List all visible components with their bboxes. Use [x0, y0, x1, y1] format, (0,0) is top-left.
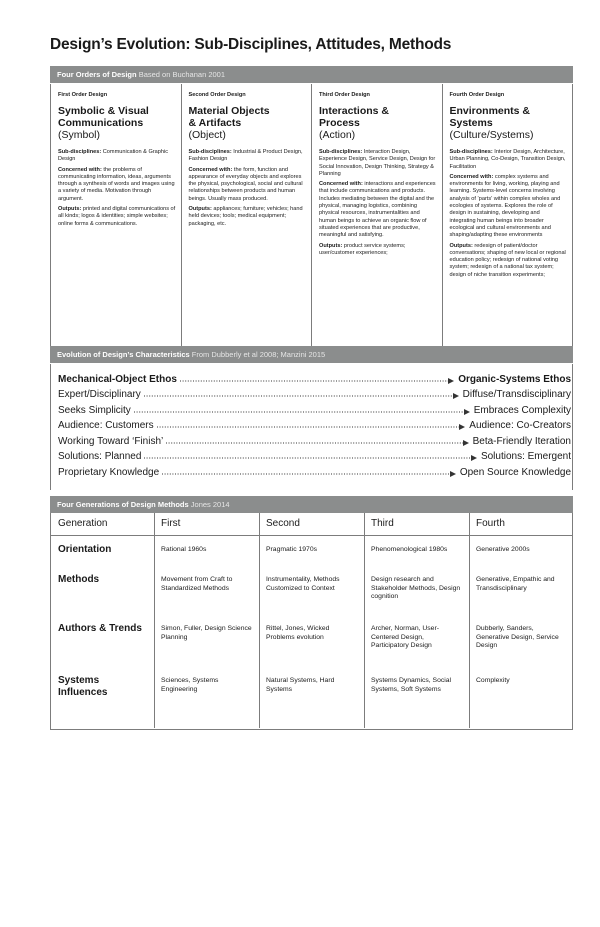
table-cell: Simon, Fuller, Design Science Planning — [161, 625, 252, 641]
table-cell: Archer, Norman, User-Centered Design, Participatory Design — [371, 625, 439, 650]
order-subtitle: (Symbol) — [58, 129, 101, 141]
order-concern — [450, 174, 568, 240]
order-title: Material Objects — [188, 105, 270, 117]
order-concern-label: Concerned with: — [449, 173, 494, 180]
table-column-header: Third — [371, 518, 394, 529]
arrow-head — [471, 455, 477, 461]
order-subdisciplines-label: Sub-disciplines: — [58, 149, 102, 155]
section-band-orders — [50, 66, 573, 83]
order-concern-text: the form, function and appearance of everyday objects and explores the physical, psychological, social and cultural relationships between products and human beings. Usually mass produced. — [188, 166, 303, 202]
order-concern-label: Concerned with: — [58, 166, 102, 173]
dotted-arrow-icon — [162, 471, 456, 477]
orders-grid — [50, 84, 573, 346]
order-outputs-text: product service systems; user/customer experiences; — [319, 242, 406, 256]
order-concern — [319, 181, 437, 239]
table-cell: Pragmatic 1970s — [266, 546, 318, 553]
order-title: Interactions & — [319, 105, 390, 117]
characteristic-to: Beta-Friendly Iteration — [472, 436, 571, 447]
column-divider — [364, 513, 365, 728]
order-subdisciplines — [319, 149, 437, 178]
characteristic-to: Embraces Complexity — [473, 405, 571, 416]
section-heading: Evolution of Design’s Characteristics — [57, 350, 190, 359]
order-outputs-text: printed and digital communications of all kinds; logos & identities; simple websites; online forms & communications. — [58, 206, 176, 227]
order-outputs-text: appliances; furniture; vehicles; hand held devices; tools; medical equipment; packaging, etc. — [188, 206, 303, 227]
characteristic-from: Proprietary Knowledge — [58, 467, 160, 478]
order-label: Second Order Design — [188, 92, 246, 98]
arrow-head — [463, 440, 469, 446]
dotted-arrow-icon — [180, 378, 454, 384]
section-source: From Dubberly et al 2008; Manzini 2015 — [191, 350, 326, 359]
table-row-label: Authors & Trends — [58, 623, 142, 634]
table-cell: Rittel, Jones, Wicked Problems evolution — [266, 625, 330, 641]
order-title: Symbolic & Visual — [58, 105, 149, 117]
order-title: Communications — [58, 117, 144, 129]
characteristic-from: Solutions: Planned — [58, 451, 142, 462]
characteristic-to: Organic-Systems Ethos — [458, 374, 571, 385]
column-divider — [259, 513, 260, 728]
characteristic-row — [58, 420, 571, 436]
order-concern-text: complex systems and environments for living, working, playing and learning. Systems-level concerns involving analysis of ‘parts’ within complex wholes and ecologies of systems. Explores the role of design in sustaining, developing and integrating human beings into broader ecological and cultural environments and shaping/adapting these environments — [449, 173, 561, 239]
characteristic-row — [58, 467, 571, 483]
characteristic-to: Open Source Knowledge — [459, 467, 571, 478]
section-source: Based on Buchanan 2001 — [138, 70, 226, 79]
page-title: Design’s Evolution: Sub-Disciplines, Attitudes, Methods — [50, 36, 452, 53]
arrow-head — [464, 409, 470, 415]
order-subdisciplines-label: Sub-disciplines: — [319, 149, 363, 155]
table-cell: Generative 2000s — [476, 546, 530, 553]
table-column-header: Second — [266, 518, 300, 529]
section-band-characteristics — [50, 346, 573, 363]
order-subtitle: (Action) — [319, 129, 356, 141]
order-outputs — [58, 206, 176, 228]
table-cell: Dubberly, Sanders, Generative Design, Service Design — [476, 625, 559, 650]
column-divider — [469, 513, 470, 728]
order-label: First Order Design — [58, 92, 108, 98]
order-title: Systems — [449, 117, 493, 129]
table-cell: Generative, Empathic and Transdisciplinary — [476, 576, 555, 592]
order-column — [182, 84, 313, 346]
table-cell: Design research and Stakeholder Methods, Design cognition — [371, 576, 461, 601]
order-subdisciplines — [189, 149, 307, 164]
characteristic-from: Seeks Simplicity — [58, 405, 131, 416]
characteristic-from: Audience: Customers — [58, 420, 154, 431]
order-outputs-label: Outputs: — [188, 206, 212, 213]
order-subdisciplines-text: Interaction Design, Experience Design, Service Design, Design for Social Innovation, Design Thinking, Strategy & Planning — [319, 149, 436, 177]
characteristic-row — [58, 374, 571, 390]
order-subdisciplines — [450, 149, 568, 171]
order-column — [312, 84, 443, 346]
order-concern — [189, 167, 307, 203]
table-cell: Sciences, Systems Engineering — [161, 677, 219, 693]
dotted-arrow-icon — [144, 393, 459, 399]
order-title: & Artifacts — [188, 117, 242, 129]
order-concern-label: Concerned with: — [188, 166, 233, 173]
order-concern-text: the problems of communicating information, ideas, arguments through a synthesis of words and images using a variety of media. Motivation through argument. — [58, 166, 175, 202]
table-cell: Instrumentality, Methods Customized to Context — [266, 576, 340, 592]
order-outputs-label: Outputs: — [58, 206, 82, 213]
order-subtitle: (Culture/Systems) — [449, 129, 534, 141]
characteristic-row — [58, 451, 571, 467]
arrow-head — [459, 424, 465, 430]
order-outputs — [319, 243, 437, 258]
order-subdisciplines — [58, 149, 176, 164]
section-heading: Four Orders of Design — [57, 70, 137, 79]
characteristics-list — [50, 364, 573, 490]
order-outputs-label: Outputs: — [319, 242, 343, 249]
table-cell: Rational 1960s — [161, 546, 207, 553]
order-concern-text: interactions and experiences that include communications and products. Includes mediating between the digital and the physical, managing logistics, combining physical resources, instrumentalities and human beings to achieve an organic flow of situated experiences that are productive, meaningful and satisfying. — [319, 181, 436, 239]
order-concern-label: Concerned with: — [319, 181, 363, 188]
order-subdisciplines-label: Sub-disciplines: — [449, 149, 493, 155]
order-subdisciplines-text: Communication & Graphic Design — [58, 149, 169, 163]
table-cell: Phenomenological 1980s — [371, 546, 448, 553]
characteristic-to: Diffuse/Transdisciplinary — [462, 389, 571, 400]
arrow-head — [450, 471, 456, 477]
order-subdisciplines-text: Industrial & Product Design, Fashion Design — [188, 149, 303, 163]
characteristic-row — [58, 389, 571, 405]
order-title: Process — [319, 117, 360, 129]
characteristic-row — [58, 405, 571, 421]
characteristic-from: Mechanical-Object Ethos — [58, 374, 177, 385]
order-outputs-label: Outputs: — [449, 242, 473, 249]
order-outputs — [189, 206, 307, 228]
table-column-header: Fourth — [476, 518, 505, 529]
order-column — [51, 84, 182, 346]
table-row-label: Systems Influences — [58, 675, 108, 698]
section-band-methods — [50, 496, 573, 513]
table-cell: Complexity — [476, 677, 510, 684]
order-outputs — [450, 243, 568, 279]
characteristic-from: Expert/Disciplinary — [58, 389, 141, 400]
order-subtitle: (Object) — [188, 129, 226, 141]
order-outputs-text: redesign of patient/doctor conversations; shaping of new local or regional education policy; redesign of national voting system; redesign of a national tax system; design of niche transition experiments; — [449, 242, 566, 278]
table-column-header: First — [161, 518, 181, 529]
characteristic-from: Working Toward ‘Finish’ — [58, 436, 164, 447]
dotted-arrow-icon — [166, 440, 469, 446]
arrow-head — [448, 378, 454, 384]
table-cell: Natural Systems, Hard Systems — [266, 677, 335, 693]
characteristic-row — [58, 436, 571, 452]
methods-table — [50, 513, 573, 730]
table-column-header: Generation — [58, 518, 108, 529]
table-row-label: Methods — [58, 574, 100, 585]
table-row-label: Orientation — [58, 544, 112, 555]
section-heading: Four Generations of Design Methods — [57, 500, 189, 509]
dotted-arrow-icon — [144, 455, 477, 461]
column-divider — [154, 513, 155, 728]
table-cell: Systems Dynamics, Social Systems, Soft Systems — [371, 677, 452, 693]
order-subdisciplines-label: Sub-disciplines: — [188, 149, 232, 155]
order-subdisciplines-text: Interior Design, Architecture, Urban Planning, Co-Design, Transition Design, Facilitation — [449, 149, 566, 170]
dotted-arrow-icon — [157, 424, 465, 430]
order-column — [443, 84, 573, 346]
order-concern — [58, 167, 176, 203]
order-label: Third Order Design — [319, 92, 370, 98]
arrow-head — [453, 393, 459, 399]
characteristic-to: Solutions: Emergent — [480, 451, 571, 462]
order-title: Environments & — [449, 105, 531, 117]
order-label: Fourth Order Design — [449, 92, 505, 98]
dotted-arrow-icon — [134, 409, 470, 415]
section-source: Jones 2014 — [190, 500, 230, 509]
table-cell: Movement from Craft to Standardized Methods — [161, 576, 233, 592]
characteristic-to: Audience: Co-Creators — [469, 420, 571, 431]
